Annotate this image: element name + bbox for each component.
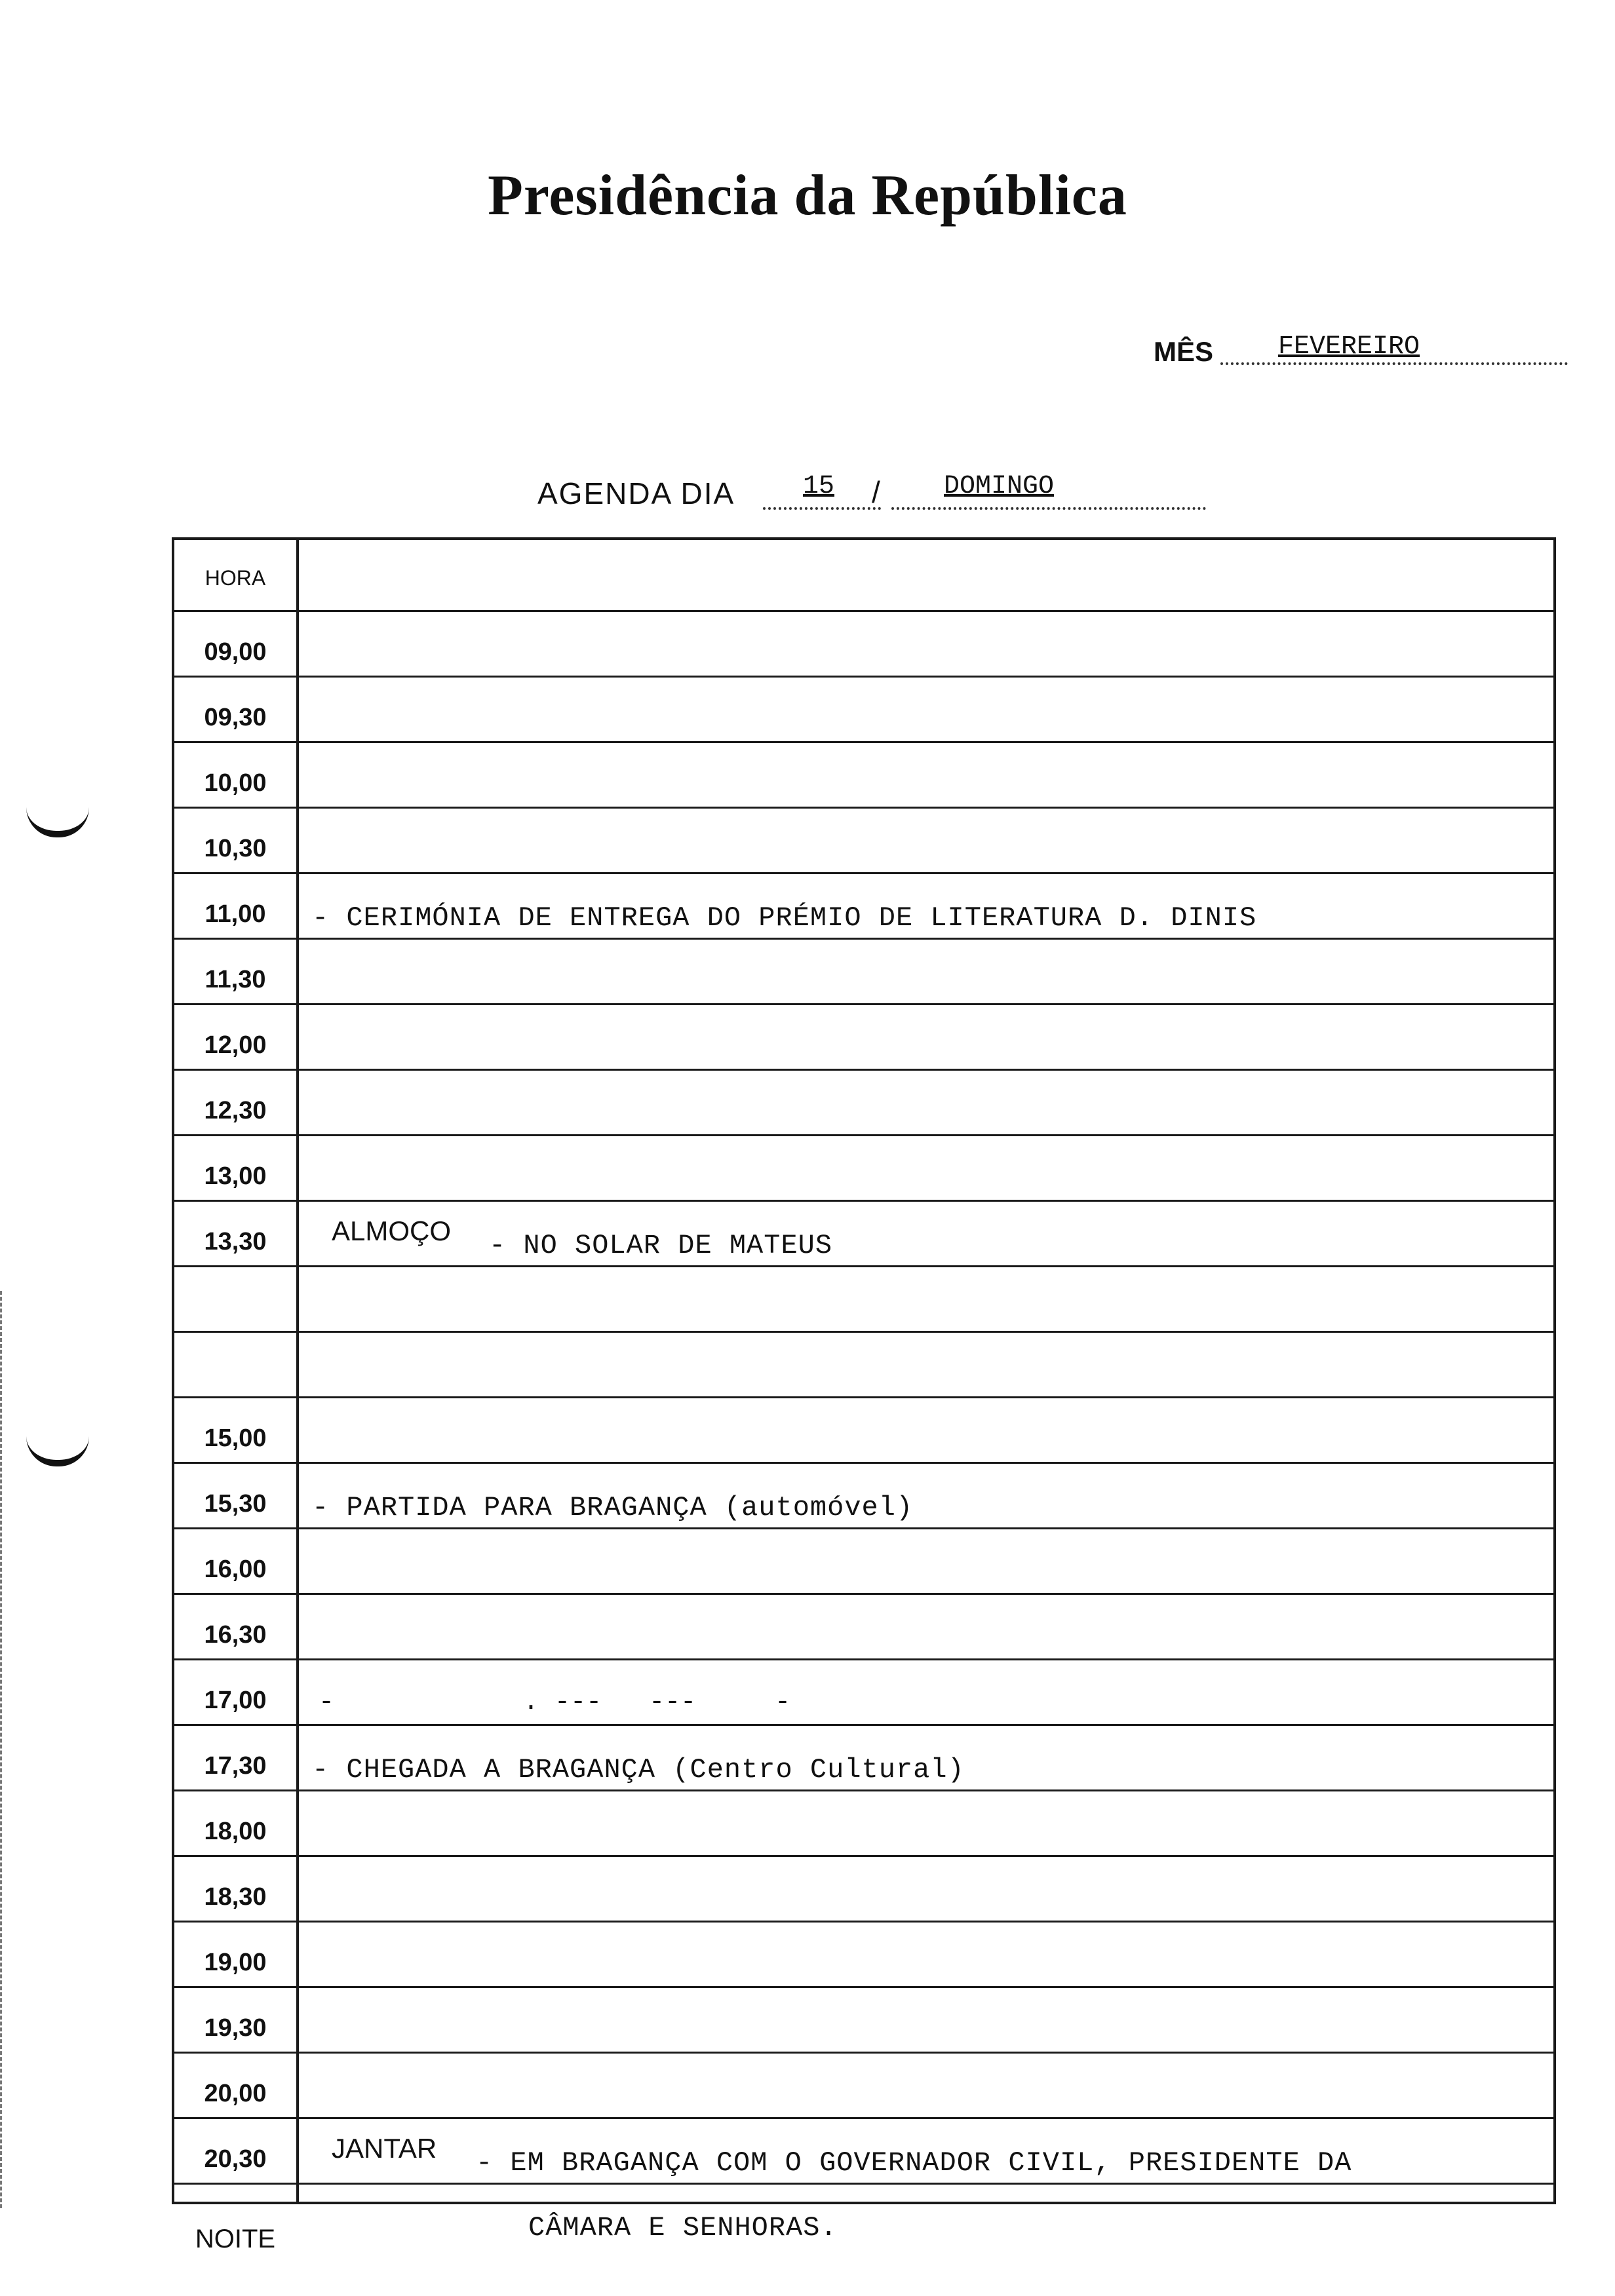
hour-cell: 20,30 — [204, 2145, 267, 2173]
hour-cell: 09,00 — [204, 638, 267, 666]
hour-cell: 12,30 — [204, 1097, 267, 1124]
hour-cell: 20,00 — [204, 2080, 267, 2107]
table-row — [174, 678, 1553, 743]
table-row — [174, 1923, 1553, 1988]
table-row — [174, 1529, 1553, 1595]
hour-cell: 17,30 — [204, 1752, 267, 1780]
table-row — [174, 1464, 1553, 1529]
schedule-entry: CÂMARA E SENHORAS. — [528, 2212, 838, 2244]
agenda-weekday-value: DOMINGO — [944, 472, 1055, 501]
month-label: MÊS — [1154, 336, 1214, 367]
hour-cell: 16,00 — [204, 1556, 267, 1583]
hour-cell: 18,00 — [204, 1818, 267, 1845]
month-field — [1154, 331, 1580, 370]
page-title: Presidência da República — [488, 164, 1127, 227]
table-row — [174, 1791, 1553, 1857]
hour-cell: 15,00 — [204, 1425, 267, 1452]
hour-cell: 19,00 — [204, 1949, 267, 1976]
table-row — [174, 1202, 1553, 1267]
table-row — [174, 2185, 1553, 2267]
table-row — [174, 2119, 1553, 2185]
table-row — [174, 940, 1553, 1005]
schedule-entry: - CERIMÓNIA DE ENTREGA DO PRÉMIO DE LITERATURA D. DINIS — [312, 902, 1257, 934]
schedule-entry: - PARTIDA PARA BRAGANÇA (automóvel) — [312, 1492, 914, 1523]
schedule-entry: - NO SOLAR DE MATEUS — [489, 1230, 833, 1261]
hour-cell: 12,00 — [204, 1031, 267, 1059]
table-row — [174, 1660, 1553, 1726]
hour-cell: 13,00 — [204, 1162, 267, 1190]
hour-cell: 11,30 — [204, 966, 266, 993]
table-row — [174, 1333, 1553, 1398]
hour-cell: 10,30 — [204, 835, 267, 862]
table-row — [174, 1726, 1553, 1791]
weekday-dotted-line — [891, 507, 1206, 510]
table-row — [174, 1857, 1553, 1923]
table-row — [174, 743, 1553, 809]
month-value: FEVEREIRO — [1278, 332, 1420, 362]
agenda-day-value: 15 — [803, 472, 835, 501]
schedule-entry: - . --- --- - — [319, 1688, 791, 1717]
hour-cell: 13,30 — [204, 1228, 267, 1255]
table-header-row — [174, 540, 1553, 612]
agenda-day-field — [537, 472, 1206, 518]
hour-cell: 18,30 — [204, 1883, 267, 1911]
table-row — [174, 1071, 1553, 1136]
hour-cell: 19,30 — [204, 2014, 267, 2042]
month-dotted-line — [1220, 362, 1568, 365]
meal-label: JANTAR — [332, 2133, 437, 2164]
hour-cell: 09,30 — [204, 704, 267, 731]
table-row — [174, 612, 1553, 678]
binder-hole-top — [26, 807, 89, 837]
hour-cell: 17,00 — [204, 1687, 267, 1714]
meal-label: ALMOÇO — [332, 1215, 452, 1246]
binder-hole-bottom — [26, 1436, 89, 1466]
hour-cell: 16,30 — [204, 1621, 267, 1649]
table-row — [174, 874, 1553, 940]
hour-cell: NOITE — [195, 2225, 276, 2253]
table-row — [174, 2054, 1553, 2119]
date-separator: / — [872, 475, 880, 509]
schedule-entry: - EM BRAGANÇA COM O GOVERNADOR CIVIL, PRESIDENTE DA — [476, 2147, 1352, 2179]
table-row — [174, 1595, 1553, 1660]
hour-column-header: HORA — [204, 566, 266, 590]
table-row — [174, 1136, 1553, 1202]
table-row — [174, 1988, 1553, 2054]
agenda-label: AGENDA DIA — [537, 476, 735, 510]
table-row — [174, 1267, 1553, 1333]
hour-cell: 10,00 — [204, 769, 267, 797]
day-dotted-line — [763, 507, 881, 510]
schedule-table — [172, 537, 1556, 2253]
hour-cell: 11,00 — [204, 900, 266, 928]
table-row — [174, 1398, 1553, 1464]
table-row — [174, 809, 1553, 874]
schedule-entry: - CHEGADA A BRAGANÇA (Centro Cultural) — [312, 1754, 965, 1786]
binding-edge — [0, 1291, 2, 2208]
hour-cell: 15,30 — [204, 1490, 267, 1518]
table-row — [174, 1005, 1553, 1071]
